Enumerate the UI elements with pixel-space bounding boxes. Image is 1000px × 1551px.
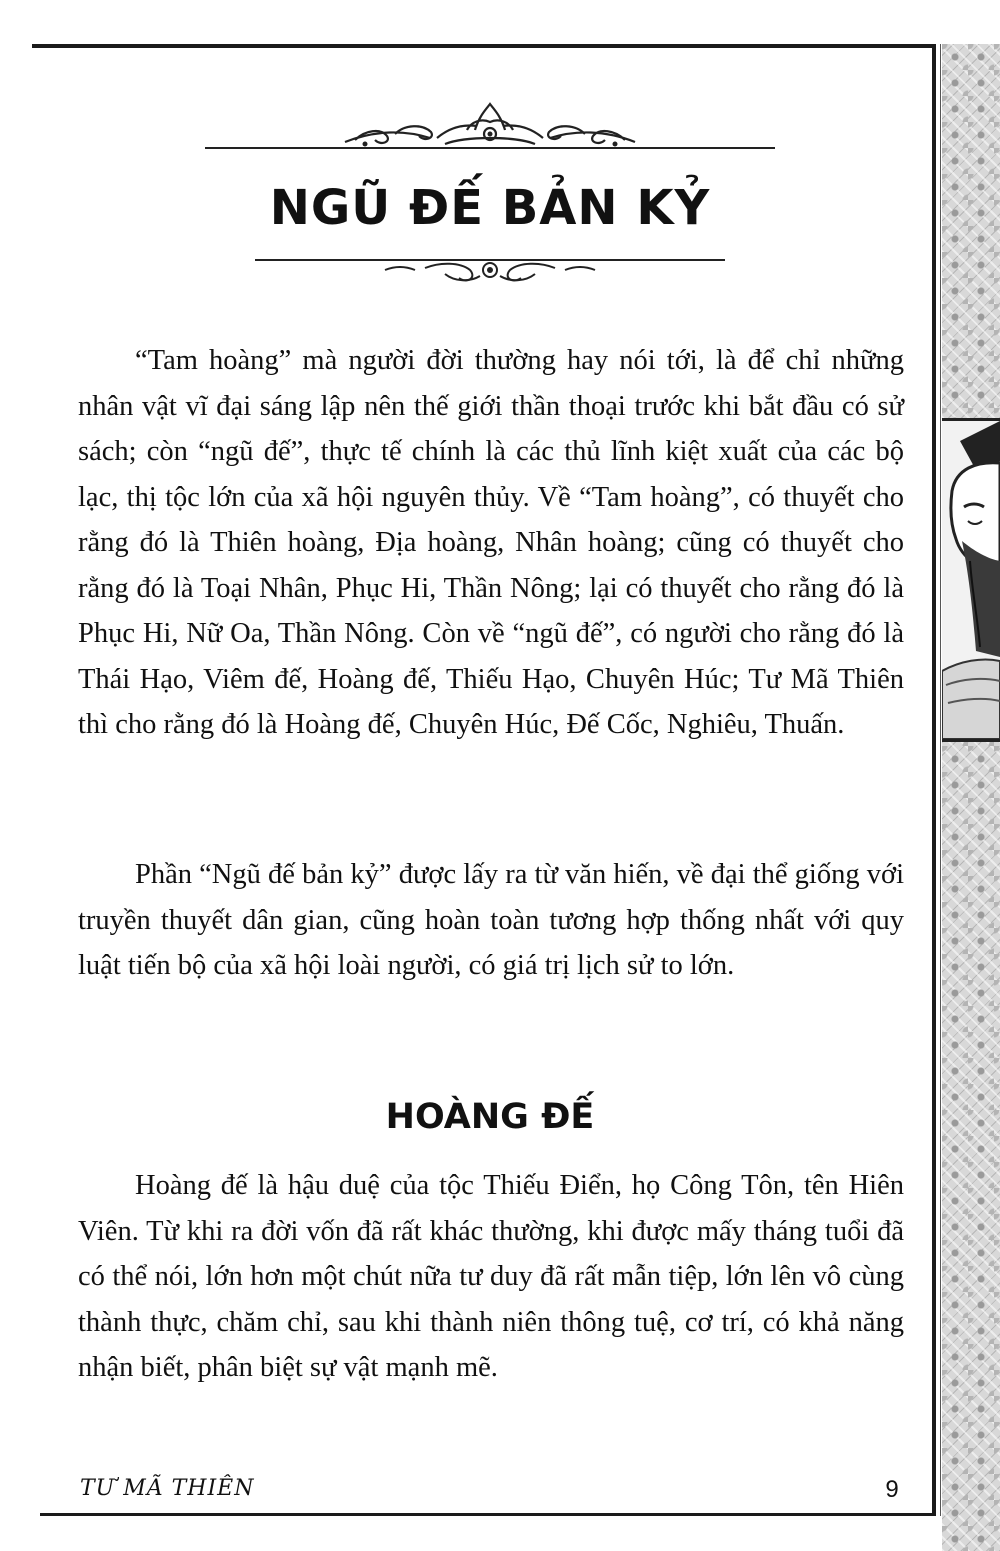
top-rule [32, 44, 936, 48]
side-border-inner [940, 44, 941, 1516]
floral-pattern-band [942, 44, 1000, 1551]
title-underline-ornament [255, 248, 725, 288]
bottom-rule [40, 1513, 936, 1516]
side-border [932, 44, 936, 1516]
intro-paragraph-2: Phần “Ngũ đế bản kỷ” được lấy ra từ văn hiến, về đại thể giống với truyền thuyết dân gian, cũng hoàn toàn tương hợp thống nhất với quy luật tiến bộ của xã hội loài người, có giá trị lịch sử to lớn. [78, 859, 904, 981]
title-scroll-ornament [205, 100, 775, 154]
intro-paragraph-1: “Tam hoàng” mà người đời thường hay nói tới, là để chỉ những nhân vật vĩ đại sáng lập nên thế giới thần thoại trước khi bắt đầu có sử sách; còn “ngũ đế”, thực tế chính là các thủ lĩnh kiệt xuất của các bộ lạc, thị tộc lớn của xã hội nguyên thủy. Về “Tam hoàng”, có thuyết cho rằng đó là Thiên hoàng, Địa hoàng, Nhân hoàng; cũng có thuyết cho rằng đó là Toại Nhân, Phục Hi, Thần Nông; lại có thuyết cho rằng đó là Phục Hi, Nữ Oa, Thần Nông. Còn về “ngũ đế”, có người cho rằng đó là Thái Hạo, Viêm đế, Hoàng đế, Thiếu Hạo, Chuyên Húc; Tư Mã Thiên thì cho rằng đó là Hoàng đế, Chuyên Húc, Đế Cốc, Nghiêu, Thuấn. [78, 345, 904, 740]
footer-author: TƯ MÃ THIÊN [80, 1476, 255, 1501]
section-paragraph: Hoàng đế là hậu duệ của tộc Thiếu Điển, họ Công Tôn, tên Hiên Viên. Từ khi ra đời vốn đã rất khác thường, khi được mấy tháng tuổi đã có thể nói, lớn hơn một chút nữa tư duy đã rất mẫn tiệp, lớn lên vô cùng thành thực, chăm chỉ, sau khi thành niên thông tuệ, cơ trí, có khả năng nhận biết, phân biệt sự vật mạnh mẽ. [78, 1170, 904, 1383]
portrait-fragment [942, 418, 1000, 742]
page-title: NGŨ ĐẾ BẢN KỶ [269, 180, 711, 236]
page-number: 9 [885, 1476, 899, 1503]
portrait-illustration [942, 421, 1000, 739]
section-heading: HOÀNG ĐẾ [385, 1097, 595, 1137]
